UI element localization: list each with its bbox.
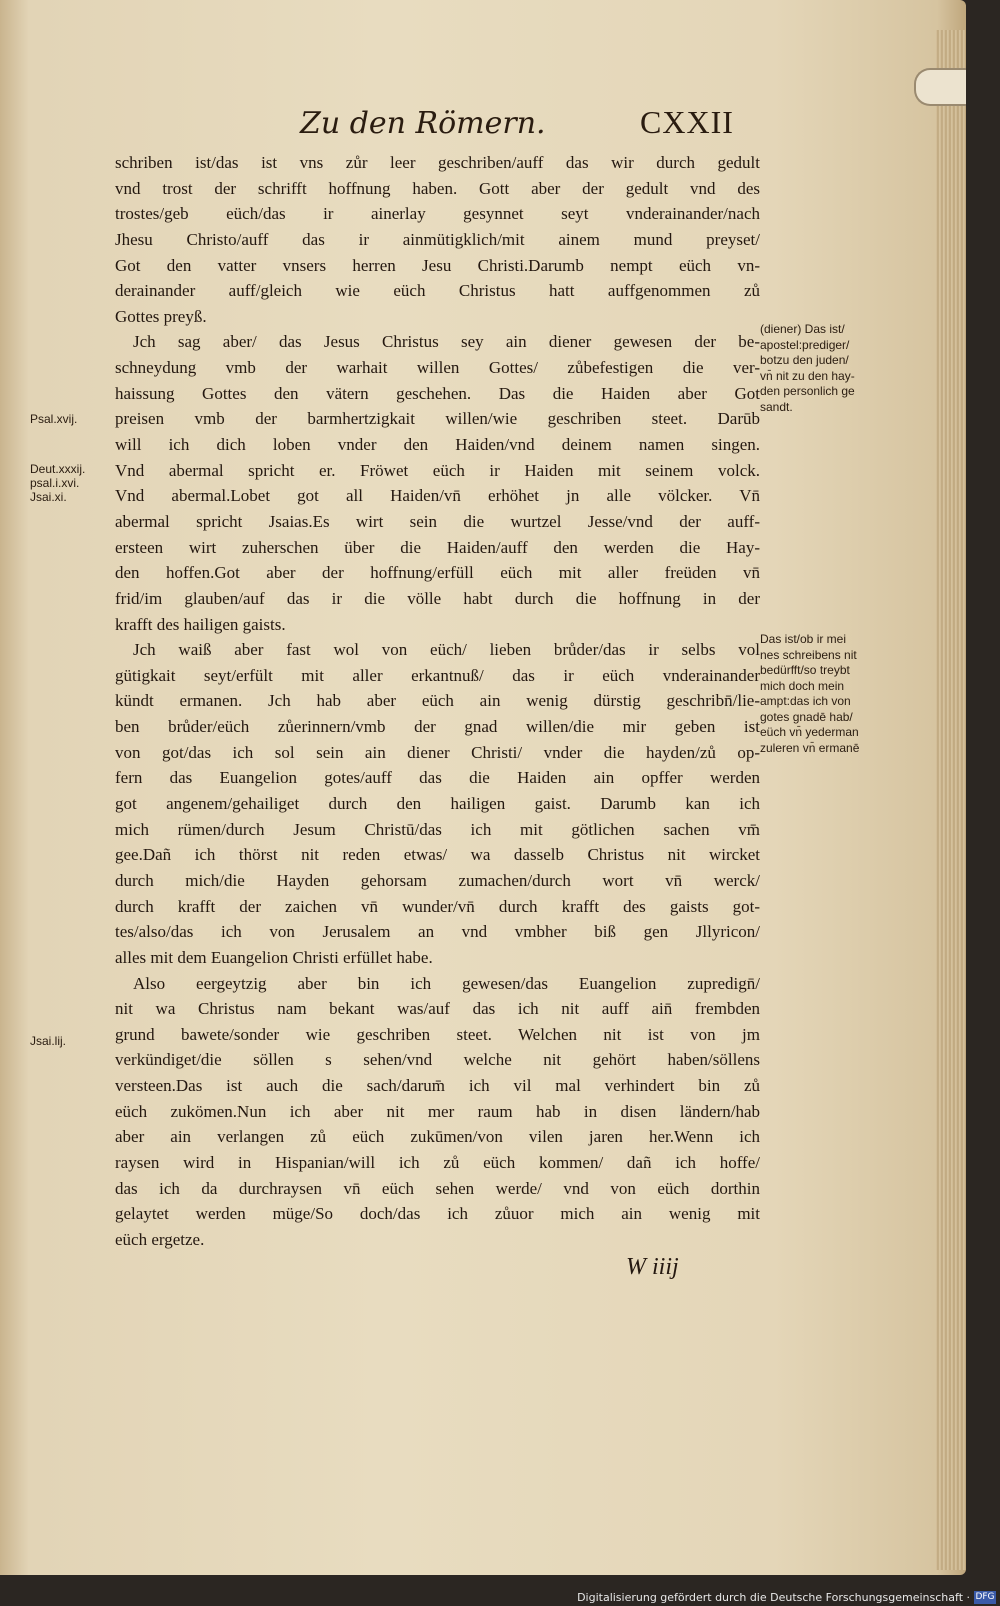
text-line: Vnd abermal.Lobet got all Haiden/vn̄ erhöhet jn alle völcker. Vn̄ bbox=[115, 486, 760, 506]
margin-note-line: Jsai.xi. bbox=[30, 490, 67, 504]
margin-note-line: botzu den juden/ bbox=[760, 353, 849, 367]
running-title: Zu den Römern. bbox=[300, 106, 546, 141]
text-line: krafft des hailigen gaists. bbox=[115, 614, 286, 634]
margin-note-line: vn̄ nit zu den hay- bbox=[760, 368, 855, 383]
text-line: grund bawete/sonder wie geschriben steet. Welchen nit ist von jm bbox=[115, 1024, 760, 1044]
margin-note-line: eüch vn̄ yederman bbox=[760, 725, 859, 739]
margin-note-line: zuleren vn̄ ermanē bbox=[760, 740, 860, 755]
text-line: Jch sag aber/ das Jesus Christus sey ain diener gewesen der be- bbox=[133, 332, 760, 352]
margin-note-line: psal.i.xvi. bbox=[30, 476, 80, 490]
text-line: vnd trost der schrifft hoffnung haben. Gott aber der gedult vnd des bbox=[115, 178, 760, 198]
text-line: Gottes preyß. bbox=[115, 306, 207, 326]
text-line: schriben ist/das ist vns zůr leer geschriben/auff das wir durch gedult bbox=[115, 153, 760, 172]
margin-note-left-3 bbox=[30, 1034, 66, 1048]
margin-note-line: ampt:das ich von bbox=[760, 694, 851, 708]
margin-note-line: (diener) Das ist/ bbox=[760, 322, 845, 336]
margin-note-right-2 bbox=[760, 632, 859, 756]
text-line: von got/das ich sol sein ain diener Christi/ vnder die hayden/zů op- bbox=[115, 742, 760, 762]
text-line: das ich da durchraysen vn̄ eüch sehen werde/ vnd von eüch dorthin bbox=[115, 1178, 760, 1198]
margin-note-line: den personlich ge bbox=[760, 384, 855, 398]
text-line: gütigkait seyt/erfült mit aller erkantnuß/ das ir eüch vnderainander bbox=[115, 665, 760, 685]
margin-note-right-1 bbox=[760, 322, 855, 415]
margin-note-line: nes schreibens nit bbox=[760, 647, 857, 662]
margin-note-line: Deut.xxxij. bbox=[30, 462, 86, 476]
folio-number: CXXII bbox=[640, 104, 734, 140]
margin-note-line: Das ist/ob ir mei bbox=[760, 632, 847, 646]
text-line: gee.Dañ ich thörst nit reden etwas/ wa dasselb Christus nit wircket bbox=[115, 845, 760, 865]
text-line: gelaytet werden müge/So doch/das ich zůuor mich ain wenig mit bbox=[115, 1204, 760, 1224]
margin-note-line: sandt. bbox=[760, 399, 793, 414]
text-line: schneydung vmb der warhait willen Gottes/ zůbefestigen die ver- bbox=[115, 358, 760, 378]
book-clasp-tab bbox=[914, 68, 966, 106]
text-line: Jhesu Christo/auff das ir ainmütigklich/mit ainem mund preyset/ bbox=[115, 229, 760, 249]
main-text-block bbox=[115, 150, 760, 1253]
signature-mark: W iiij bbox=[626, 1254, 679, 1280]
text-line: Jch waiß aber fast wol von eüch/ lieben brůder/das ir selbs vol bbox=[133, 640, 760, 660]
margin-note-line: gotes gnadē hab/ bbox=[760, 709, 853, 724]
margin-note-line: Jsai.lij. bbox=[30, 1034, 67, 1048]
text-line: trostes/geb eüch/das ir ainerlay gesynnet seyt vnderainander/nach bbox=[115, 204, 760, 224]
text-line: tes/also/das ich von Jerusalem an vnd vmbher biß gen Jllyricon/ bbox=[115, 922, 760, 942]
text-line: Got den vatter vnsers herren Jesu Christi.Darumb nempt eüch vn- bbox=[115, 255, 760, 275]
text-line: nit wa Christus nam bekant was/auf das ich nit auff ain̄ frembden bbox=[115, 999, 760, 1019]
text-line: versteen.Das ist auch die sach/darum̄ ich vil mal verhindert bin zů bbox=[115, 1076, 760, 1096]
text-line: preisen vmb der barmhertzigkait willen/wie geschriben steet. Darūb bbox=[115, 409, 760, 429]
text-line: alles mit dem Euangelion Christi erfüllet habe. bbox=[115, 947, 433, 967]
text-line: haissung Gottes den vätern geschehen. Das die Haiden aber Got bbox=[115, 383, 760, 403]
text-line: got angenem/gehailiget durch den hailigen gaist. Darumb kan ich bbox=[115, 794, 760, 814]
text-line: mich rümen/durch Jesum Christū/das ich mit götlichen sachen vm̄ bbox=[115, 819, 760, 839]
text-line: Also eergeytzig aber bin ich gewesen/das Euangelion zupredign̄/ bbox=[133, 973, 760, 993]
text-line: den hoffen.Got aber der hoffnung/erfüll eüch mit aller freüden vn̄ bbox=[115, 563, 760, 583]
text-line: raysen wird in Hispanian/will ich zů eüch kommen/ dañ ich hoffe/ bbox=[115, 1152, 760, 1172]
page-edge bbox=[936, 30, 966, 1570]
text-line: fern das Euangelion gotes/auff das die Haiden ain opffer werden bbox=[115, 768, 760, 788]
text-line: ben brůder/eüch zůerinnern/vmb der gnad willen/die mir geben ist bbox=[115, 717, 760, 737]
text-line: will ich dich loben vnder den Haiden/vnd deinem namen singen. bbox=[115, 435, 760, 455]
text-line: verkündiget/die söllen s sehen/vnd welche nit gehört haben/söllens bbox=[115, 1050, 760, 1070]
text-line: aber ain verlangen zů eüch zukūmen/von vilen jaren her.Wenn ich bbox=[115, 1127, 760, 1147]
text-line: durch mich/die Hayden gehorsam zumachen/durch wort vn̄ werck/ bbox=[115, 870, 760, 890]
text-line: Vnd abermal spricht er. Fröwet eüch ir Haiden mit seinem volck. bbox=[115, 460, 760, 480]
text-line: durch krafft der zaichen vn̄ wunder/vn̄ durch krafft des gaists got- bbox=[115, 896, 760, 916]
margin-note-line: apostel:prediger/ bbox=[760, 337, 850, 352]
text-line: eüch ergetze. bbox=[115, 1229, 205, 1249]
margin-note-line: Psal.xvij. bbox=[30, 412, 78, 426]
text-line: eüch zukömen.Nun ich aber nit mer raum hab in disen ländern/hab bbox=[115, 1101, 760, 1121]
footer-credit: Digitalisierung gefördert durch die Deutsche Forschungsgemeinschaft · bbox=[577, 1591, 970, 1604]
dfg-logo-icon: DFG bbox=[975, 1592, 995, 1602]
text-line: abermal spricht Jsaias.Es wirt sein die wurtzel Jesse/vnd der auff- bbox=[115, 511, 760, 531]
text-line: derainander auff/gleich wie eüch Christus hatt auffgenommen zů bbox=[115, 281, 760, 301]
text-line: frid/im glauben/auf das ir die völle habt durch die hoffnung in der bbox=[115, 588, 760, 608]
margin-note-line: mich doch mein bbox=[760, 678, 845, 693]
text-line: ersteen wirt zuherschen über die Haiden/auff den werden die Hay- bbox=[115, 537, 760, 557]
margin-note-left-1 bbox=[30, 412, 77, 426]
text-line: kündt ermanen. Jch hab aber eüch ain wenig dürstig geschribn̄/lie- bbox=[115, 691, 760, 711]
margin-note-line: bedürfft/so treybt bbox=[760, 663, 850, 677]
margin-note-left-2 bbox=[30, 462, 85, 504]
